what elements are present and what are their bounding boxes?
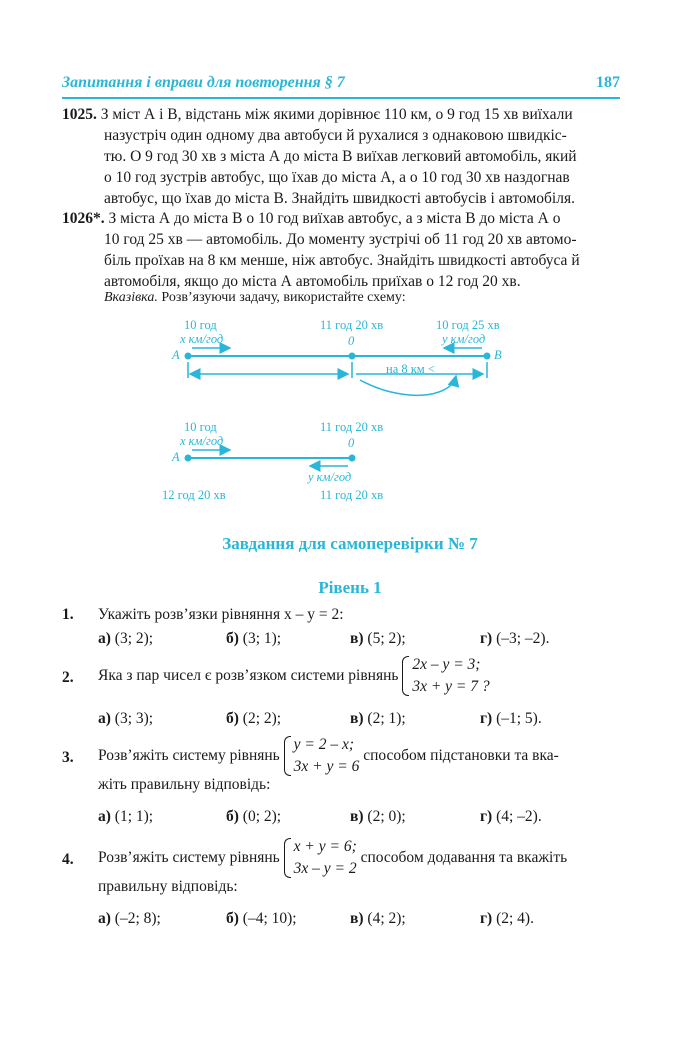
problem-line: біль проїхав на 8 км менше, ніж автобус. Знайдіть швидкості автобуса й <box>104 252 580 269</box>
question-number: 4. <box>62 851 74 868</box>
option-label: в) <box>350 710 364 727</box>
motion-diagram <box>160 314 540 504</box>
question-2 <box>62 654 618 702</box>
diagram-label: B <box>494 348 502 362</box>
option-value: (3; 3); <box>114 710 154 727</box>
option-d <box>480 710 542 728</box>
equation-system <box>284 836 357 880</box>
option-value: (3; 2); <box>114 630 154 647</box>
option-d <box>480 630 549 648</box>
option-value: (0; 2); <box>242 808 282 825</box>
diagram-label: y км/год <box>442 332 486 346</box>
header-rule <box>62 97 620 99</box>
option-d <box>480 910 534 928</box>
question-text: правильну відповідь: <box>98 878 238 895</box>
diagram-label: 0 <box>348 334 355 348</box>
option-label: г) <box>480 630 493 647</box>
problem-number: 1025. <box>62 106 97 123</box>
option-a <box>98 910 161 928</box>
diagram-label: 10 год <box>184 318 217 332</box>
hint-text: Розв’язуючи задачу, використайте схему: <box>161 290 406 305</box>
question-number: 1. <box>62 606 74 623</box>
question-text: Яка з пар чисел є розв’язком системи рівнянь <box>98 667 399 684</box>
question-4 <box>62 836 618 896</box>
problem-number: 1026*. <box>62 210 105 227</box>
point-a <box>185 353 192 360</box>
option-label: а) <box>98 910 111 927</box>
option-a <box>98 808 153 826</box>
question-text: Розв’яжіть систему рівнянь <box>98 849 280 866</box>
question-text: Розв’яжіть систему рівнянь <box>98 747 280 764</box>
equation: 3x + y = 7 ? <box>412 678 490 695</box>
option-label: в) <box>350 808 364 825</box>
question-body <box>98 654 618 698</box>
equation: 3x + y = 6 <box>293 758 360 775</box>
page-number: 187 <box>596 74 620 91</box>
problem-1026 <box>62 208 618 292</box>
option-value: (–2; 8); <box>114 910 161 927</box>
option-value: (4; 2); <box>367 910 406 927</box>
option-b <box>226 808 281 826</box>
option-label: а) <box>98 808 111 825</box>
question-body <box>98 836 618 880</box>
hint-label: Вказівка. <box>104 290 158 305</box>
option-label: в) <box>350 910 364 927</box>
diagram-label: 11 год 20 хв <box>320 318 384 332</box>
option-value: (–4; 10); <box>242 910 297 927</box>
problem-line: З міста А до міста В о 10 год виїхав автобус, а з міста В до міста А о <box>108 210 561 227</box>
option-label: в) <box>350 630 364 647</box>
problem-line: автобус, що їхав до міста В. Знайдіть швидкості автобусів і автомобіля. <box>104 190 575 207</box>
diagram-label: 10 год 25 хв <box>436 318 500 332</box>
diagram-label: 11 год 20 хв <box>320 420 384 434</box>
question-text: Укажіть розв’язки рівняння x – y = 2: <box>98 606 344 623</box>
option-value: (4; –2). <box>496 808 542 825</box>
option-c <box>350 710 406 728</box>
equation: 2x – y = 3; <box>412 656 481 673</box>
option-value: (–3; –2). <box>496 630 550 647</box>
equation-system <box>402 654 489 698</box>
option-c <box>350 808 406 826</box>
diagram-label: A <box>172 348 180 362</box>
diagram-label: 0 <box>348 436 355 450</box>
option-d <box>480 808 542 826</box>
option-value: (1; 1); <box>114 808 154 825</box>
option-label: б) <box>226 808 239 825</box>
problem-line: назустріч один одному два автобуси й рухалися з однаковою швидкіс- <box>104 127 567 144</box>
option-label: г) <box>480 710 493 727</box>
point-b <box>484 353 491 360</box>
problem-line: 10 год 25 хв — автомобіль. До моменту зустрічі об 11 год 20 хв автомо- <box>104 231 577 248</box>
equation: y = 2 – x; <box>293 736 355 753</box>
question-body <box>98 734 618 778</box>
hint <box>104 290 406 306</box>
page-header <box>62 74 620 96</box>
option-value: (2; 4). <box>496 910 534 927</box>
comparison-arc <box>360 376 456 395</box>
option-b <box>226 910 297 928</box>
question-number: 2. <box>62 669 74 686</box>
diagram-label: x км/год <box>180 434 224 448</box>
diagram-label: 12 год 20 хв <box>162 488 226 502</box>
option-b <box>226 630 281 648</box>
option-label: а) <box>98 630 111 647</box>
problem-1025 <box>62 104 618 209</box>
equation: x + y = 6; <box>293 838 357 855</box>
selfcheck-title: Завдання для самоперевірки № 7 <box>222 534 478 553</box>
option-label: б) <box>226 630 239 647</box>
point-a-bottom <box>185 455 192 462</box>
option-label: г) <box>480 808 493 825</box>
equation-system <box>284 734 360 778</box>
question-3 <box>62 734 618 794</box>
diagram-label: y км/год <box>308 470 352 484</box>
equation: 3x – y = 2 <box>293 860 357 877</box>
diagram-label: 11 год 20 хв <box>320 488 384 502</box>
question-text: способом додавання та вкажіть <box>360 849 568 866</box>
diagram-label: на 8 км < <box>386 362 435 376</box>
option-c <box>350 630 406 648</box>
question-number: 3. <box>62 749 74 766</box>
option-c <box>350 910 406 928</box>
problem-line: З міст А і В, відстань між якими дорівнює 110 км, о 9 год 15 хв виїхали <box>100 106 573 123</box>
level-title: Рівень 1 <box>318 578 382 597</box>
question-text: жіть правильну відповідь: <box>98 776 271 793</box>
diagram-label: A <box>172 450 180 464</box>
point-meet <box>349 353 356 360</box>
option-a <box>98 710 153 728</box>
option-value: (2; 1); <box>367 710 406 727</box>
option-label: а) <box>98 710 111 727</box>
diagram-label: 10 год <box>184 420 217 434</box>
option-value: (2; 0); <box>367 808 406 825</box>
question-1 <box>62 604 618 626</box>
section-header-title: Запитання і вправи для повторення § 7 <box>62 74 345 91</box>
question-text: способом підстановки та вка- <box>363 747 559 764</box>
option-a <box>98 630 153 648</box>
option-value: (3; 1); <box>242 630 282 647</box>
option-label: г) <box>480 910 493 927</box>
option-value: (–1; 5). <box>496 710 542 727</box>
problem-line: о 10 год зустрів автобус, що їхав до міста А, а о 10 год 30 хв наздогнав <box>104 169 570 186</box>
diagram-label: x км/год <box>180 332 224 346</box>
problem-line: тю. О 9 год 30 хв з міста А до міста В виїхав легковий автомобіль, який <box>104 148 577 165</box>
option-label: б) <box>226 710 239 727</box>
option-label: б) <box>226 910 239 927</box>
problem-line: автомобіля, якщо до міста А автомобіль приїхав о 12 год 20 хв. <box>104 273 521 290</box>
point-meet-bottom <box>349 455 356 462</box>
option-value: (2; 2); <box>242 710 282 727</box>
option-b <box>226 710 281 728</box>
option-value: (5; 2); <box>367 630 406 647</box>
